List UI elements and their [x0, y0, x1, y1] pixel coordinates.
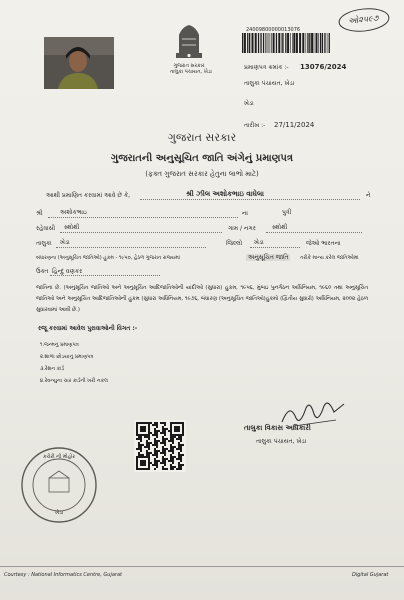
body-line6-prefix: ઉક્ત	[36, 268, 49, 275]
date-label: તારીખ :-	[244, 122, 266, 129]
office-seal	[20, 446, 98, 524]
village: સ્થોથી	[272, 224, 288, 231]
certificate-barcode	[242, 33, 332, 53]
certificate-subtitle: (ફક્ત ગુજરાત સરકાર હેતુના લાભો માટે)	[145, 170, 259, 178]
footer-right: Digital Gujarat	[352, 572, 389, 578]
caste: હિન્દુ વણકર	[52, 268, 83, 275]
place: ખેડા	[244, 100, 254, 107]
officer-title: તાલુકા વિકાસ અધિકારી	[244, 424, 311, 432]
footer-rule	[0, 566, 404, 567]
emblem-caption: ગુજરાત સરકાર	[173, 63, 205, 69]
body-line2-mid: ના	[242, 210, 248, 217]
barcode-number: 24009800000013076	[246, 27, 301, 33]
legal-paragraph: જાતિના છે. (અનુસૂચિત જાતિઓ અને અનુસૂચિત આદિજાતિઓની યાદીઓ (સુધારા) હુકમ, ૧૯૫૬, મુંબઇ પુનર્ગઠન અધિનિયમ, ૧૯૬૦ તથા અનુસૂચિત જાતિઓ અને અનુસૂચિત આદિજાતિઓની હુકમ (સુધારા અધિનિયમ, ૧૯૭૬, બંધારણ (અનુસૂચિત જાતિઓ)હુકમો (દ્વિતીય સુધારો) અધિનિયમ, ૨૦૦૨ હેઠળ સુધારવામાં આવી છે.)	[36, 285, 368, 313]
proof-item: ૨.શાળા છોડયાનું પ્રમાણપત્ર	[40, 354, 94, 360]
proofs-heading: રજૂ કરવામાં આવેલ પુરાવાઓની વિગત :-	[38, 325, 138, 332]
footer-left: Courtesy : National Informatics Centre, Gujarat	[4, 572, 122, 578]
seal-bottom-text: ખેડા	[54, 510, 64, 516]
state-emblem-icon	[168, 19, 210, 75]
proof-item: ૧.જન્મનું પ્રમાણપત્ર	[40, 342, 79, 348]
body-line5-suffix: તરીકે માન્ય કરેલ જાતિઓમાં	[300, 255, 359, 261]
gov-title: ગુજરાત સરકાર	[167, 131, 237, 144]
dotted-line	[250, 247, 300, 248]
date-value: 27/11/2024	[274, 121, 315, 129]
taluka: ખેડા	[60, 239, 70, 246]
dotted-line	[60, 232, 222, 233]
emblem-office: તાલુકા પંચાયત, ખેડા	[170, 69, 212, 75]
body-line3-prefix: રહેવાસી	[36, 225, 56, 232]
body-line1-prefix: આથી પ્રમાણિત કરવામાં આવે છે કે,	[46, 192, 131, 199]
dotted-line	[50, 275, 160, 276]
body-line4-prefix: તાલુકા	[36, 240, 52, 247]
residence: સ્થોથી	[64, 224, 80, 231]
relation: પુત્રી	[282, 209, 292, 216]
applicant-photo	[44, 37, 114, 89]
verification-qr-code	[134, 420, 186, 472]
category: અનુસૂચિત જાતિ	[248, 254, 289, 261]
certificate-no-label: પ્રમાણપત્ર ક્રમાંક :-	[244, 64, 289, 71]
handwritten-note: ઓ૨૫૯૭	[338, 6, 392, 34]
body-line1-suffix: ને	[366, 192, 371, 199]
dotted-line	[140, 199, 360, 200]
dotted-line	[266, 232, 362, 233]
body-line4-mid: જિલ્લો	[226, 240, 243, 247]
body-line2-prefix: શ્રી	[36, 210, 43, 217]
officer-office: તાલુકા પંચાયત, ખેડા	[256, 438, 307, 445]
certificate-no: 13076/2024	[300, 63, 347, 71]
proof-item: ૩.રેશન કાર્ડ	[40, 366, 65, 372]
certificate-title: ગુજરાતની અનુસૂચિત જાતિ અંગેનું પ્રમાણપત્ર	[110, 153, 294, 164]
dotted-line	[56, 247, 206, 248]
seal-top-text: કચેરી ની મોહોર	[42, 454, 76, 460]
body-line4-suffix: જેઓ ભારતના	[306, 240, 341, 247]
body-line3-mid: ગામ / નગર	[228, 225, 256, 232]
district: ખેડા	[254, 239, 264, 246]
dotted-line	[48, 217, 238, 218]
proof-item: ૪.રેવન્યુના ચાર કાર્ડની ખરી નકલ	[40, 378, 108, 384]
father-name: અશોકભાઇ	[60, 209, 87, 216]
office-line: તાલુકા પંચાયત, ખેડા	[244, 80, 295, 87]
body-line5-prefix: બંધારણના (અનુસૂચિત જાતિઓ) હુકમ - ૧૯૫૦, હેઠળ ગુજરાત રાજ્યમાં	[36, 255, 180, 261]
applicant-name: શ્રી ઝીલ અશોકભાઇ વાઘેલા	[186, 190, 264, 198]
